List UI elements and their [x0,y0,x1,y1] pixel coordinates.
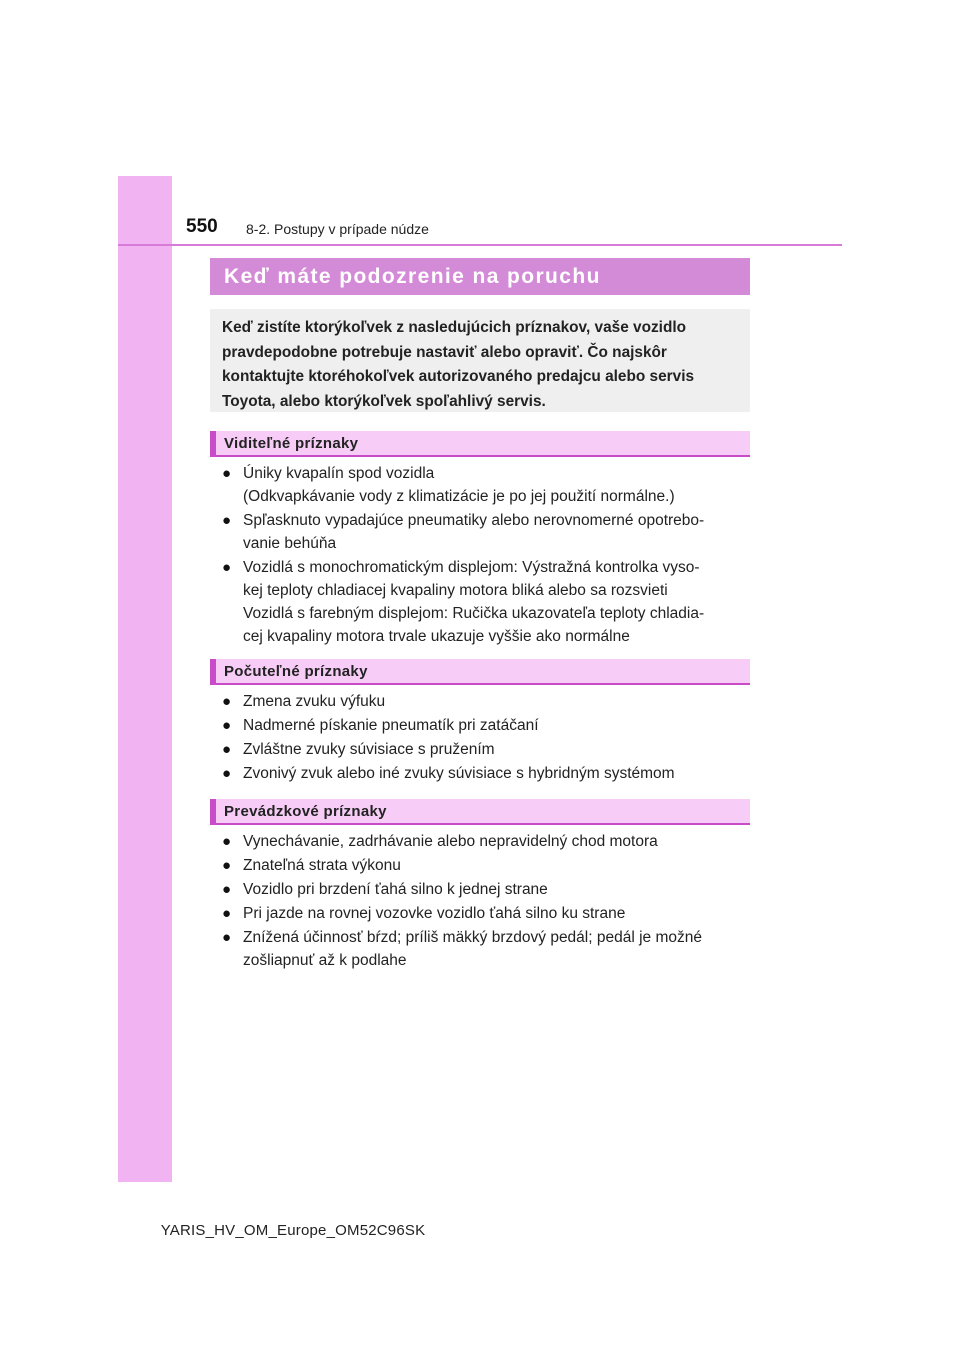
item-line: (Odkvapkávanie vody z klimatizácie je po jej použití normálne.) [243,488,675,505]
item-line: Znateľná strata výkonu [243,857,401,874]
list-item [222,854,750,877]
item-line: Vozidlá s monochromatickým displejom: Výstražná kontrolka vyso- [243,559,700,576]
item-line: Úniky kvapalín spod vozidla [243,465,435,482]
subheader-text: Počuteľné príznaky [224,662,368,680]
header-divider [118,244,842,246]
bullet-icon: ● [222,765,232,782]
section-title: 8-2. Postupy v prípade núdze [246,221,429,237]
item-line: Vozidlo pri brzdení ťahá silno k jednej strane [243,881,548,898]
page-title: Keď máte podozrenie na poruchu [224,264,601,288]
intro-text [222,316,740,414]
bullet-icon: ● [222,741,232,758]
item-line: Vozidlá s farebným displejom: Ručička ukazovateľa teploty chladia- [243,605,705,622]
bullet-icon: ● [222,833,232,850]
item-line: Znížená účinnosť bŕzd; príliš mäkký brzdový pedál; pedál je možné [243,929,702,946]
intro-line: Toyota, alebo ktorýkoľvek spoľahlivý servis. [222,392,546,410]
list-item [222,714,750,737]
list-item [222,878,750,901]
bullet-icon: ● [222,559,232,576]
list-item [222,509,750,555]
bullet-icon: ● [222,717,232,734]
list-item [222,690,750,713]
audible-symptoms-list [222,690,750,786]
item-line: vanie behúňa [243,535,337,552]
bullet-icon: ● [222,465,232,482]
item-line: Vynechávanie, zadrhávanie alebo nepravidelný chod motora [243,833,658,850]
bullet-icon: ● [222,929,232,946]
subheader-text: Viditeľné príznaky [224,434,359,452]
intro-box [210,309,750,412]
list-item [222,902,750,925]
bullet-icon: ● [222,881,232,898]
subheader-visible-symptoms [210,431,750,457]
list-item [222,762,750,785]
subheader-operational-symptoms [210,799,750,825]
item-line: Zvonivý zvuk alebo iné zvuky súvisiace s hybridným systémom [243,765,675,782]
side-color-strip [118,176,172,1182]
bullet-icon: ● [222,693,232,710]
list-item [222,738,750,761]
page-number: 550 [186,216,218,237]
list-item [222,462,750,508]
list-item [222,926,750,972]
operational-symptoms-list [222,830,750,973]
subheader-text: Prevádzkové príznaky [224,802,387,820]
item-line: Zmena zvuku výfuku [243,693,386,710]
item-line: Nadmerné pískanie pneumatík pri zatáčaní [243,717,539,734]
subheader-audible-symptoms [210,659,750,685]
item-line: kej teploty chladiacej kvapaliny motora bliká alebo sa rozsvieti [243,582,668,599]
item-line: Spľasknuto vypadajúce pneumatiky alebo nerovnomerné opotrebo- [243,512,705,529]
visible-symptoms-list [222,462,750,649]
intro-line: kontaktujte ktoréhokoľvek autorizovaného predajcu alebo servis [222,368,695,385]
bullet-icon: ● [222,905,232,922]
intro-line: Keď zistíte ktorýkoľvek z nasledujúcich príznakov, vaše vozidlo [222,319,687,336]
item-line: Zvláštne zvuky súvisiace s pružením [243,741,495,758]
intro-line: pravdepodobne potrebuje nastaviť alebo opraviť. Čo najskôr [222,343,667,361]
list-item [222,830,750,853]
title-bar [210,258,750,295]
bullet-icon: ● [222,512,232,529]
item-line: Pri jazde na rovnej vozovke vozidlo ťahá silno ku strane [243,905,626,922]
footer-text: YARIS_HV_OM_Europe_OM52C96SK [160,1222,426,1239]
list-item [222,556,750,648]
item-line: cej kvapaliny motora trvale ukazuje vyššie ako normálne [243,628,630,645]
footer [0,1222,960,1239]
bullet-icon: ● [222,857,232,874]
item-line: zošliapnuť až k podlahe [243,952,407,969]
